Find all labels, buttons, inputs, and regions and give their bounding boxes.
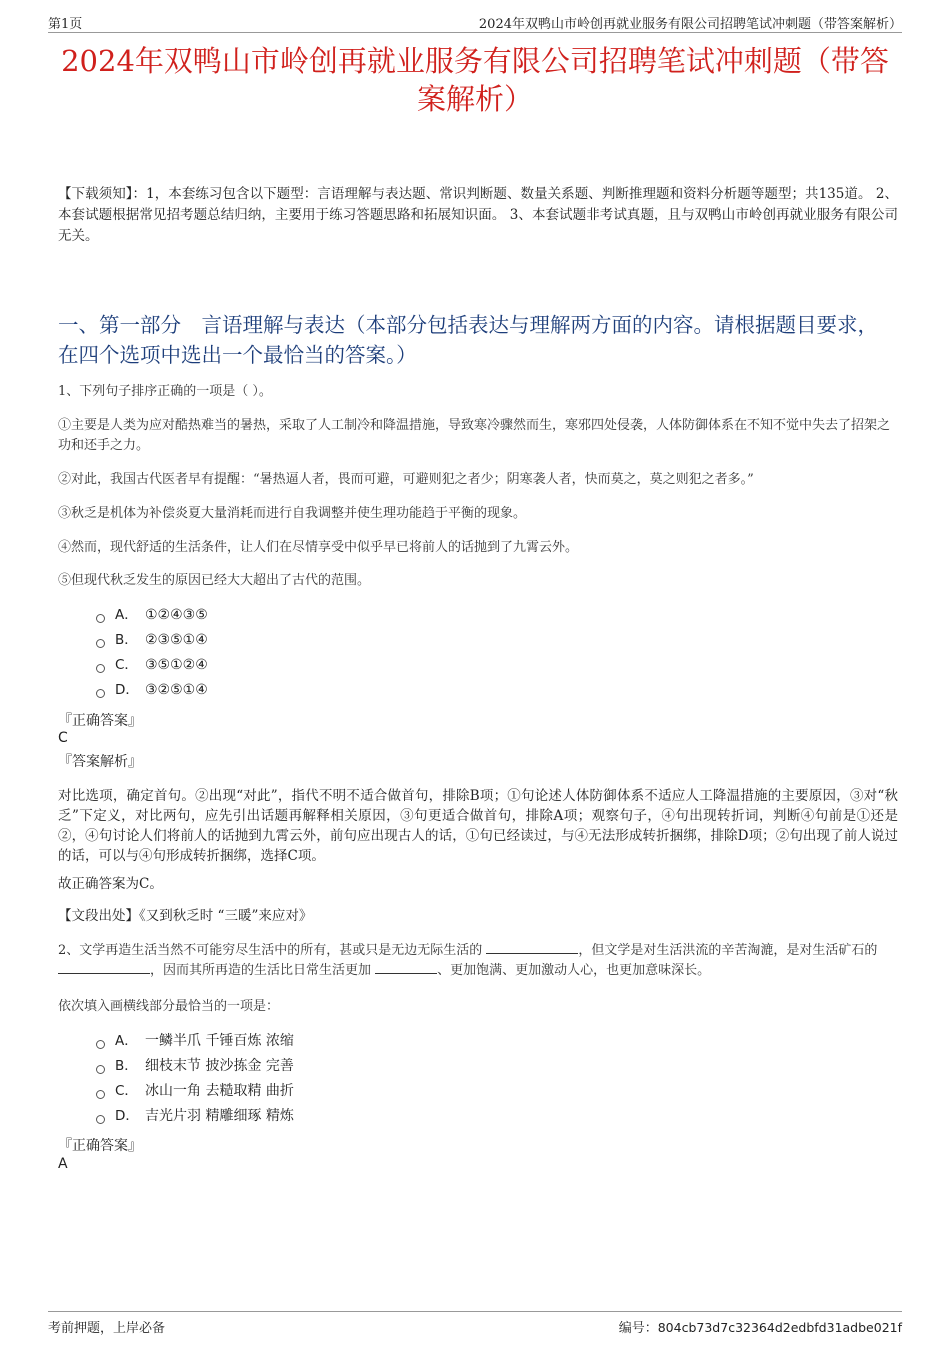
q1-sentence-5: ⑤但现代秋乏发生的原因已经大大超出了古代的范围。 [58,573,371,588]
q2-option-d[interactable]: D． 吉光片羽 精雕细琢 精炼 [96,1104,294,1129]
q1-option-d[interactable]: D． ③②⑤①④ [96,678,208,703]
q1-conclusion: 故正确答案为C。 [58,876,163,892]
radio-icon[interactable] [96,1090,105,1099]
q1-sentence-4: ④然而，现代舒适的生活条件，让人们在尽情享受中似乎早已将前人的话抛到了九霄云外。 [58,540,579,555]
q1-sentence-1: ①主要是人类为应对酷热难当的暑热，采取了人工制冷和降温措施，导致寒冷骤然而生，寒邪四处侵袭，人体防御体系在不知不觉中失去了招架之功和还手之力。 [58,418,891,453]
q2-options [96,1029,294,1129]
fill-blank [375,961,437,974]
radio-icon[interactable] [96,689,105,698]
download-notice: 【下载须知】：1，本套练习包含以下题型：言语理解与表达题、常识判断题、数量关系题、判断推理题和资料分析题等题型；共135道。 2、本套试题根据常见招考题总结归纳，主要用于练习答题思路和拓展知识面。 3、本套试题非考试真题，且与双鸭山市岭创再就业服务有限公司无关。 [58,186,898,244]
radio-icon[interactable] [96,639,105,648]
q1-answer: C [58,730,68,746]
q1-source: 【文段出处】《又到秋乏时 “三暖”来应对》 [58,908,313,924]
footer-slogan: 考前押题，上岸必备 [48,1321,166,1336]
q1-answer-label: 『正确答案』 [58,713,142,729]
q2-option-c[interactable]: C． 冰山一角 去糙取精 曲折 [96,1079,294,1104]
radio-icon[interactable] [96,1040,105,1049]
page-header [48,10,902,33]
q2-stem: 2、文学再造生活当然不可能穷尽生活中的所有，甚或只是无边无际生活的 ，但文学是对生活洪流的辛苦淘漉，是对生活矿石的 ，因而其所再造的生活比日常生活更加 、更加饱满、更加激动人心，也更加意味深长。 [58,943,878,978]
q2-prompt: 依次填入画横线部分最恰当的一项是： [58,999,280,1014]
q1-option-c[interactable]: C． ③⑤①②④ [96,653,208,678]
section-title: 一、第一部分 言语理解与表达（本部分包括表达与理解两方面的内容。请根据题目要求，在四个选项中选出一个最恰当的答案。） [58,313,878,367]
radio-icon[interactable] [96,1065,105,1074]
q1-option-b[interactable]: B． ②③⑤①④ [96,628,208,653]
page-footer [48,1311,902,1336]
q1-stem: 1、下列句子排序正确的一项是（ ）。 [58,384,272,399]
q1-options [96,603,208,703]
q2-answer: A [58,1156,68,1172]
q1-option-a[interactable]: A． ①②④③⑤ [96,603,208,628]
radio-icon[interactable] [96,664,105,673]
radio-icon[interactable] [96,1115,105,1124]
document-title: 2024年双鸭山市岭创再就业服务有限公司招聘笔试冲刺题（带答案解析） [61,44,889,116]
q1-analysis: 对比选项，确定首句。②出现“对此”，指代不明不适合做首句，排除B项；①句论述人体防御体系不适应人工降温措施的主要原因，③对“秋乏”下定义，对比两句，应先引出话题再解释相关原因，③句更适合做首句，排除A项；观察句子，④句出现转折词，判断④句前是①还是②，④句讨论人们将前人的话抛到九霄云外，前句应出现古人的话，①句已经读过，与④无法形成转折捆绑，排除D项；②句出现了前人说过的话，可以与④句形成转折捆绑，选择C项。 [58,788,898,864]
q1-analysis-label: 『答案解析』 [58,754,142,770]
footer-code: 编号：804cb73d7c32364d2edbfd31adbe021f [618,1320,902,1336]
q1-sentence-3: ③秋乏是机体为补偿炎夏大量消耗而进行自我调整并使生理功能趋于平衡的现象。 [58,506,527,521]
page-number: 第1页 [48,17,83,32]
fill-blank [58,961,150,974]
q2-option-b[interactable]: B． 细枝末节 披沙拣金 完善 [96,1054,294,1079]
q2-answer-label: 『正确答案』 [58,1138,142,1154]
fill-blank [486,941,578,954]
q1-sentence-2: ②对此，我国古代医者早有提醒：“暑热逼人者，畏而可避，可避则犯之者少；阴寒袭人者，快而莫之，莫之则犯之者多。” [58,472,754,487]
header-doc-title: 2024年双鸭山市岭创再就业服务有限公司招聘笔试冲刺题（带答案解析） [478,17,902,32]
q2-option-a[interactable]: A． 一鳞半爪 千锤百炼 浓缩 [96,1029,294,1054]
radio-icon[interactable] [96,614,105,623]
